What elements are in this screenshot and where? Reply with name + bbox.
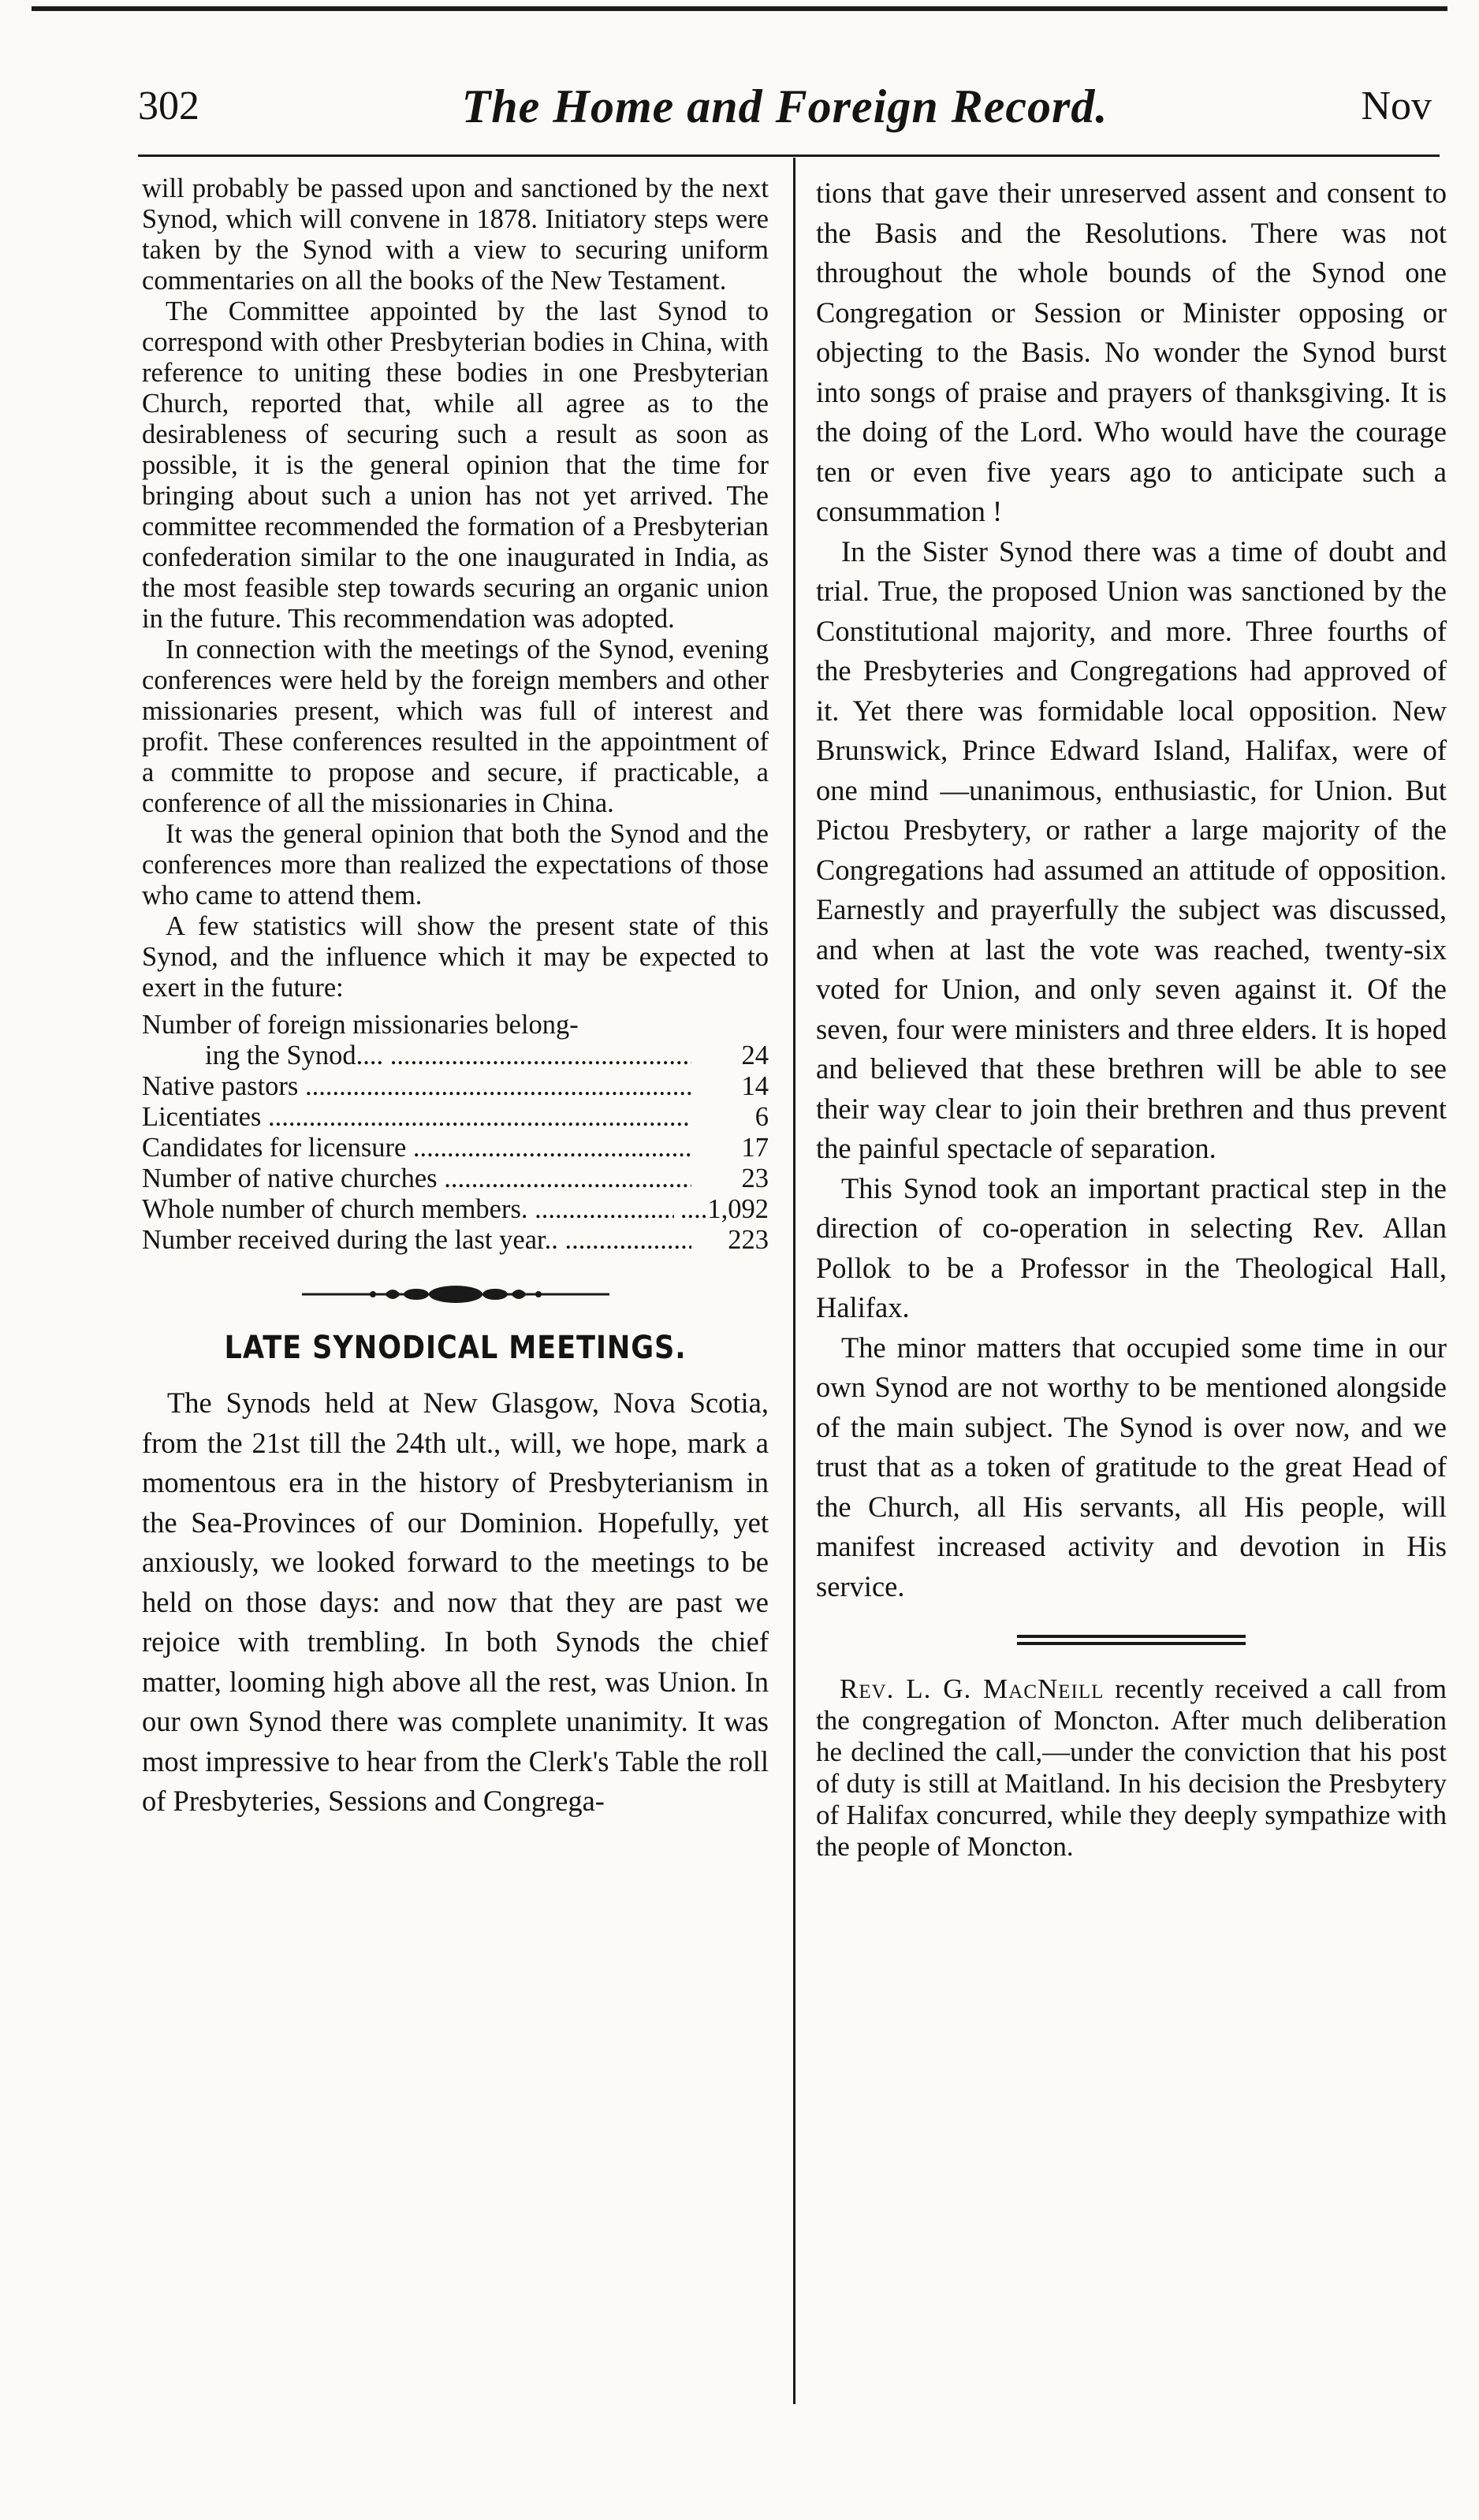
issue-month: Nov bbox=[1361, 84, 1432, 128]
ornamental-divider bbox=[298, 1282, 613, 1306]
notice-text bbox=[816, 1673, 1447, 1863]
paragraph: will probably be passed upon and sanctioned by the next Synod, which will convene in 1878. Initiatory steps were taken by the Synod with a view to securing uniform commentaries on all the books of the New Testament. bbox=[142, 173, 769, 296]
statistics-label: Licentiates ..... bbox=[142, 1102, 691, 1133]
article-continuation-right bbox=[816, 173, 1447, 1606]
notice-body: recently received a call from the congregation of Moncton. After much deliberation he declined the call,—under the conviction that his post of duty is still at Maitland. In his decision the Presbytery of Halifax concurred, while they deeply sympathize with the people of Moncton. bbox=[816, 1673, 1447, 1862]
statistics-value: 223 bbox=[728, 1225, 769, 1255]
statistics-table bbox=[142, 1010, 769, 1256]
top-border-rule bbox=[32, 6, 1447, 11]
right-column bbox=[816, 173, 1447, 1863]
paragraph: It was the general opinion that both the Synod and the conferences more than realized the expectations of those who came to attend them. bbox=[142, 819, 769, 910]
paragraph: The Committee appointed by the last Synod to correspond with other Presbyterian bodies in China, with reference to uniting these bodies in one Presbyterian Church, reported that, while all agree as to the desirableness of securing such a result as soon as possible, it is the general opinion that the time for bringing about such a union has not yet arrived. The committee recommended the formation of a Presbyterian confederation similar to the one inaugurated in India, as the most feasible step towards securing an organic union in the future. This recommendation was adopted. bbox=[142, 296, 769, 634]
header-rule bbox=[138, 154, 1440, 157]
statistics-label: Whole number of church members. ..... bbox=[142, 1194, 674, 1225]
paragraph: In connection with the meetings of the Synod, evening conferences were held by the foreign members and other missionaries present, which was full of interest and profit. These conferences resulted in the appointment of a committe to propose and secure, if practicable, a conference of all the missionaries in China. bbox=[142, 635, 769, 818]
statistics-label: ing the Synod.... ..... bbox=[205, 1040, 691, 1071]
page-header bbox=[138, 80, 1432, 146]
statistics-value: 23 bbox=[741, 1163, 769, 1193]
article-continuation bbox=[142, 173, 769, 1003]
rule-line bbox=[1017, 1635, 1246, 1638]
statistics-row bbox=[142, 1040, 769, 1071]
statistics-value: ....1,092 bbox=[680, 1194, 769, 1224]
notice-paragraph bbox=[816, 1673, 1447, 1863]
publication-title: The Home and Foreign Record. bbox=[461, 80, 1108, 132]
statistics-label: Number of native churches ..... bbox=[142, 1163, 691, 1194]
section-title: LATE SYNODICAL MEETINGS. bbox=[224, 1330, 687, 1366]
statistics-row bbox=[142, 1102, 769, 1133]
paragraph: This Synod took an important practical step in the direction of co-operation in selecting Rev. Allan Pollok to be a Professor in the Theological Hall, Halifax. bbox=[816, 1171, 1447, 1323]
statistics-label: Number received during the last year.. ..... bbox=[142, 1225, 691, 1256]
statistics-row bbox=[142, 1163, 769, 1194]
left-column bbox=[142, 173, 769, 1822]
statistics-first-label: Number of foreign missionaries belong- bbox=[142, 1010, 579, 1040]
paragraph: tions that gave their unreserved assent and consent to the Basis and the Resolutions. There was not throughout the whole bounds of the Synod one Congregation or Session or Minister opposing or objecting to the Basis. No wonder the Synod burst into songs of praise and prayers of thanksgiving. It is the doing of the Lord. Who would have the courage ten or even five years ago to anticipate such a consummation ! bbox=[816, 177, 1447, 527]
statistics-label: Candidates for licensure ..... bbox=[142, 1133, 691, 1163]
statistics-row bbox=[142, 1133, 769, 1163]
double-rule-divider bbox=[1017, 1635, 1246, 1645]
statistics-row bbox=[142, 1071, 769, 1102]
statistics-row bbox=[142, 1194, 769, 1225]
statistics-label: Native pastors ..... bbox=[142, 1071, 691, 1102]
statistics-value: 14 bbox=[741, 1071, 769, 1101]
statistics-value: 17 bbox=[741, 1133, 769, 1163]
page-number: 302 bbox=[138, 84, 199, 128]
notice-name: Rev. L. G. MacNeill bbox=[840, 1673, 1105, 1704]
statistics-value: 24 bbox=[741, 1040, 769, 1070]
paragraph: The minor matters that occupied some time in our own Synod are not worthy to be mentioned alongside of the main subject. The Synod is over now, and we trust that as a token of gratitude to the great Head of the Church, all His servants, all His people, will manifest increased activity and devotion in His service. bbox=[816, 1331, 1447, 1602]
paragraph: In the Sister Synod there was a time of doubt and trial. True, the proposed Union was sanctioned by the Constitutional majority, and more. Three fourths of the Presbyteries and Congregations had approved of it. Yet there was formidable local opposition. New Brunswick, Prince Edward Island, Halifax, were of one mind —unanimous, enthusiastic, for Union. But Pictou Presbytery, or rather a large majority of the Congregations had assumed an attitude of opposition. Earnestly and prayerfully the subject was discussed, and when at last the vote was reached, twenty-six voted for Union, and only seven against it. Of the seven, four were ministers and three elders. It is hoped and believed that these brethren will be able to see their way clear to join their brethren and thus prevent the painful spectacle of separation. bbox=[816, 534, 1447, 1164]
rule-line bbox=[1017, 1642, 1246, 1645]
statistics-value: 6 bbox=[754, 1102, 769, 1132]
paragraph: A few statistics will show the present state of this Synod, and the influence which it may be expected to exert in the future: bbox=[142, 911, 769, 1003]
late-synodical-article bbox=[142, 1383, 769, 1822]
column-divider bbox=[793, 158, 795, 2404]
statistics-row bbox=[142, 1225, 769, 1256]
paragraph: The Synods held at New Glasgow, Nova Scotia, from the 21st till the 24th ult., will, we hope, mark a momentous era in the history of Presbyterianism in the Sea-Provinces of our Dominion. Hopefully, yet anxiously, we looked forward to the meetings to be held on those days: and now that they are past we rejoice with trembling. In both Synods the chief matter, looming high above all the rest, was Union. In our own Synod there was complete unanimity. It was most impressive to hear from the Clerk's Table the roll of Presbyteries, Sessions and Congrega- bbox=[142, 1387, 769, 1817]
